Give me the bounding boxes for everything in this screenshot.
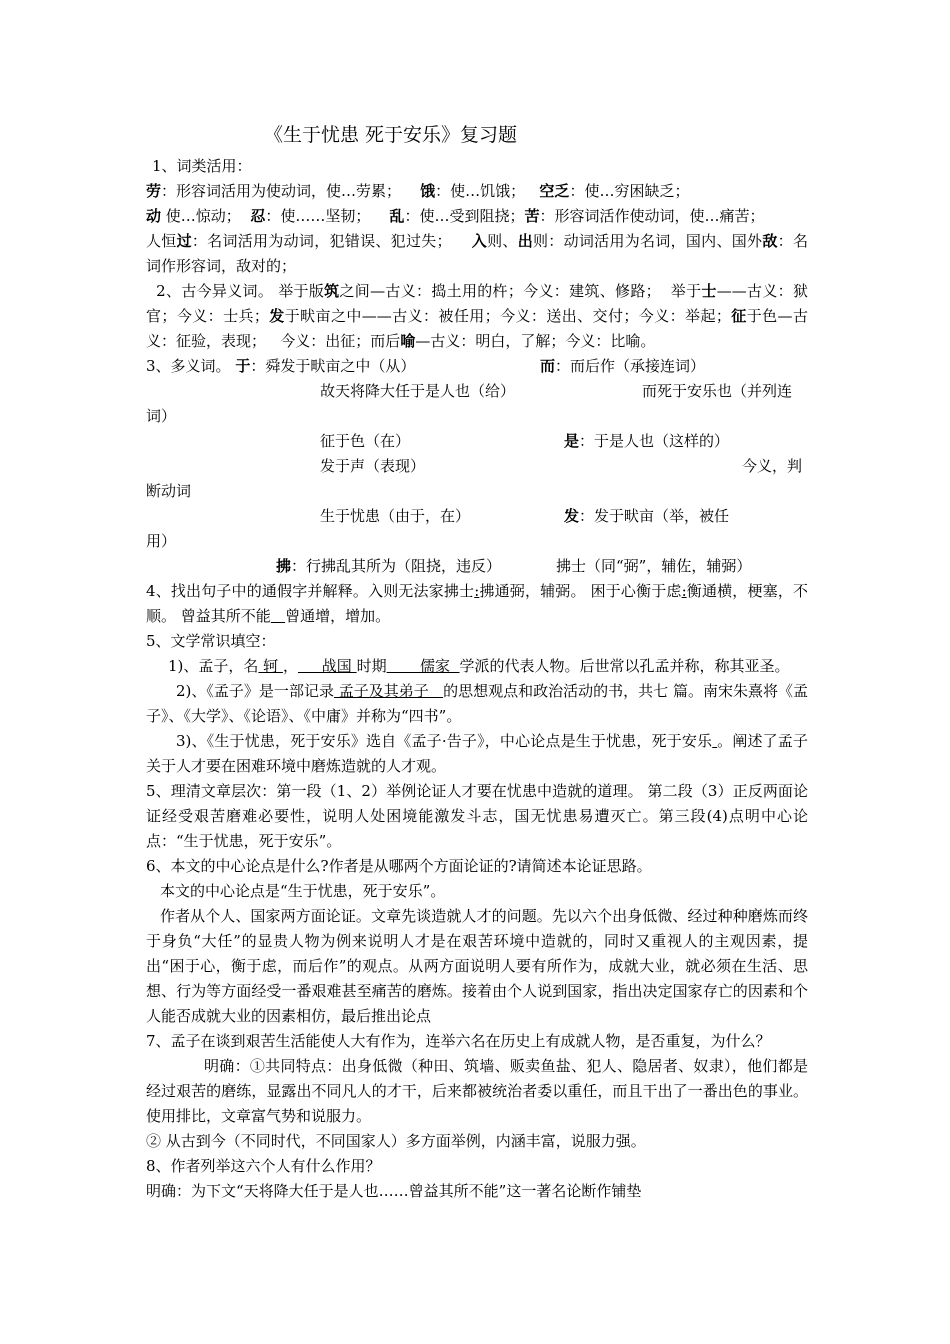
- s3-row3: [146, 404, 808, 429]
- s5-q1-c: 时期: [356, 657, 387, 675]
- text-run-1: ：形容词活用为使动词，使…劳累；: [161, 182, 421, 200]
- s4-text-a: 4、找出句子中的通假字并解释。入则无法家拂士: [146, 582, 475, 600]
- s4-para: [146, 579, 808, 629]
- fa-meaning-1-tail: 用）: [146, 532, 177, 550]
- s5-heading: 5、文学常识填空：: [146, 632, 276, 650]
- term-3: 入: [471, 232, 488, 250]
- text-run-4: 则、: [487, 232, 518, 250]
- term-7: 征: [730, 307, 747, 325]
- text-run-5: ：使…穷困缺乏；: [569, 182, 690, 200]
- s7-answer-2: ② 从古到今（不同时代，不同国家人）多方面举例，内涵丰富，说服力强。: [146, 1132, 646, 1150]
- s1-line2: [146, 204, 808, 229]
- s5-q2-b: 的思想观点和政治活动的书，共七 篇。南宋朱熹将《孟子》、《大学》、《论语》、《中庸》并称为“四书”。: [146, 682, 808, 725]
- s5-q1-d: 学派的代表人物。后世常以孔孟并称，称其亚圣。: [459, 657, 790, 675]
- s2-para: [146, 279, 808, 354]
- text-run-8: ：名词作形容词，敌对的；: [146, 232, 808, 275]
- term-7: 敌: [762, 232, 778, 250]
- fa-label: 发: [564, 507, 580, 525]
- text-run-0: 人恒: [146, 232, 177, 250]
- shi-meaning-1: ：于是人也（这样的）: [579, 432, 730, 450]
- s4-text-e: 衡通横，梗塞，不顺。 曾益其所不能: [146, 582, 808, 625]
- fu-meaning-2: 拂士（同“弼”，辅佐，辅弼）: [556, 557, 752, 575]
- s5-q1-answer-era: 战国: [297, 657, 357, 675]
- s8-question: 8、作者列举这六个人有什么作用？: [146, 1157, 381, 1175]
- document-page: [146, 118, 808, 1204]
- text-run-8: 于色—古义：征验，表现； 今义：出征；而后: [146, 307, 808, 350]
- s8-answer: 明确：为下文“天将降大任于是人也……曾益其所不能”这一著名论断作铺垫: [146, 1182, 642, 1200]
- er-label: 而: [540, 357, 556, 375]
- term-3: 士: [701, 282, 717, 300]
- yu-label: 于: [235, 357, 251, 375]
- s3-row8: [146, 529, 808, 554]
- text-run-5: ：使…受到阻挠；: [404, 207, 525, 225]
- s7-question: 7、孟子在谈到艰苦生活能使人大有作为，连举六名在历史上有成就人物，是否重复，为什么？: [146, 1032, 771, 1050]
- text-run-6: 则：动词活用为名词，国内、国外: [532, 232, 763, 250]
- s6-answer-1: 本文的中心论点是“生于忧患，死于安乐”。: [160, 882, 446, 900]
- term-2: 忍: [250, 207, 266, 225]
- s1-line1: [146, 179, 808, 204]
- s5-q2: [146, 679, 808, 729]
- s5b-para: 5、理清文章层次：第一段（1、2）举例论证人才要在忧患中造就的道理。 第二段（3）正反两面论证经受艰苦磨难必要性，说明人处困境能激发斗志，国无忧患易遭灭亡。第三段(4)点明中心论点：“生于忧患，死于安乐”。: [146, 782, 808, 850]
- s3-row2: [146, 379, 808, 404]
- er-meaning-2-tail: 词）: [146, 407, 177, 425]
- s4-blank-3: [271, 607, 285, 625]
- yu-meaning-2: 故天将降大任于是人也（给）: [320, 382, 516, 400]
- s5-q1-b: ，: [282, 657, 298, 675]
- shi-meaning-2: 今义，判: [742, 457, 803, 475]
- er-meaning-1: ：而后作（承接连词）: [555, 357, 706, 375]
- fu-meaning-1: ：行拂乱其所为（阻挠，违反）: [291, 557, 502, 575]
- yu-meaning-1: ：舜发于畎亩之中（从）: [250, 357, 416, 375]
- s7-answer-1: 明确：①共同特点：出身低微（种田、筑墙、贩卖鱼盐、犯人、隐居者、奴隶），他们都是经过艰苦的磨练，显露出不同凡人的才干，后来都被统治者委以重任，而且干出了一番出色的事业。使用排比，文章富气势和说服力。: [146, 1057, 808, 1125]
- text-run-2: ：名词活用为动词，犯错误、犯过失；: [191, 232, 472, 250]
- s3-row5: [146, 454, 808, 479]
- text-run-1: 使…惊动；: [161, 207, 251, 225]
- page-title: 《生于忧患 死于安乐》复习题: [264, 124, 518, 146]
- term-2: 饿: [420, 182, 436, 200]
- text-run-3: ：使……坚韧；: [265, 207, 390, 225]
- s1-heading: 1、词类活用：: [152, 157, 252, 175]
- term-1: 过: [176, 232, 192, 250]
- text-run-7: ：形容词活作使动词，使…痛苦；: [539, 207, 765, 225]
- s3-row1: [146, 354, 808, 379]
- s4-text-g: 曾通增，增加。: [285, 607, 391, 625]
- term-1: 筑: [324, 282, 340, 300]
- term-0: 动: [146, 207, 162, 225]
- text-run-3: ：使…饥饿；: [435, 182, 540, 200]
- text-run-4: ——古义：狱官；今义：士兵；: [146, 282, 808, 325]
- text-run-0: 2、古今异义词。 举于版: [146, 282, 325, 300]
- s6-question: 6、本文的中心论点是什么?作者是从哪两个方面论证的?请简述本论证思路。: [146, 857, 652, 875]
- s5-q3: [146, 729, 808, 779]
- text-run-6: 于畎亩之中——古义：被任用；今义：送出、交付；今义：举起；: [284, 307, 731, 325]
- s1-para: [146, 229, 808, 279]
- s5-q1-answer-school: 儒家: [386, 657, 460, 675]
- s3-row7: [146, 504, 808, 529]
- s3-head: 3、多义词。: [146, 357, 236, 375]
- yu-meaning-4: 发于声（表现）: [320, 457, 426, 475]
- s5-q1-answer-name: 轲: [258, 657, 283, 675]
- term-9: 喻: [400, 332, 416, 350]
- fu-label: 拂: [276, 557, 292, 575]
- s4-blank-2: :: [681, 582, 687, 600]
- text-run-2: 之间—古义：捣土用的杵；今义：建筑、修路； 举于: [339, 282, 702, 300]
- s3-row4: [146, 429, 808, 454]
- s3-row6: [146, 479, 808, 504]
- text-run-10: —古义：明白，了解；今义：比喻。: [415, 332, 656, 350]
- term-5: 出: [517, 232, 533, 250]
- s5-q2-answer: 孟子及其弟子: [333, 682, 444, 700]
- term-4: 乱: [389, 207, 405, 225]
- term-4: 空乏: [539, 182, 570, 200]
- s4-blank-1: :: [474, 582, 480, 600]
- s4-text-c: 拂通弼，辅弼。 困于心衡于虑: [479, 582, 682, 600]
- yu-meaning-3: 征于色（在）: [320, 432, 411, 450]
- shi-label: 是: [564, 432, 580, 450]
- s6-answer-2: 作者从个人、国家两方面论证。文章先谈造就人才的问题。先以六个出身低微、经过种种磨炼而终于身负“大任”的显贵人物为例来说明人才是在艰苦环境中造就的，同时又重视人的主观因素，提出“困于心，衡于虑，而后作”的观点。从两方面说明人要有所作为，成就大业，就必须在生活、思想、行为等方面经受一番艰难甚至痛苦的磨炼。接着由个人说到国家，指出决定国家存亡的因素和个人能否成就大业的因素相仿，最后推出论点: [146, 907, 808, 1025]
- s5-q2-a: 2)、《孟子》是一部记录: [176, 682, 334, 700]
- term-0: 劳: [146, 182, 162, 200]
- term-5: 发: [268, 307, 285, 325]
- term-6: 苦: [524, 207, 540, 225]
- s3-row9: [146, 554, 808, 579]
- shi-meaning-2-tail: 断动词: [146, 482, 192, 500]
- s5-q3-b: 。阐述了孟子关于人才要在困难环境中磨炼造就的人才观。: [146, 732, 808, 775]
- fa-meaning-1: ：发于畎亩（举，被任: [579, 507, 730, 525]
- s5-q1: [146, 654, 808, 679]
- er-meaning-2: 而死于安乐也（并列连: [642, 382, 793, 400]
- yu-meaning-5: 生于忧患（由于，在）: [320, 507, 471, 525]
- s5-q1-a: 1)、孟子，名: [168, 657, 259, 675]
- s5-q3-a: 3)、《生于忧患，死于安乐》选自《孟子·告子》，中心论点是生于忧患，死于安乐: [176, 732, 713, 750]
